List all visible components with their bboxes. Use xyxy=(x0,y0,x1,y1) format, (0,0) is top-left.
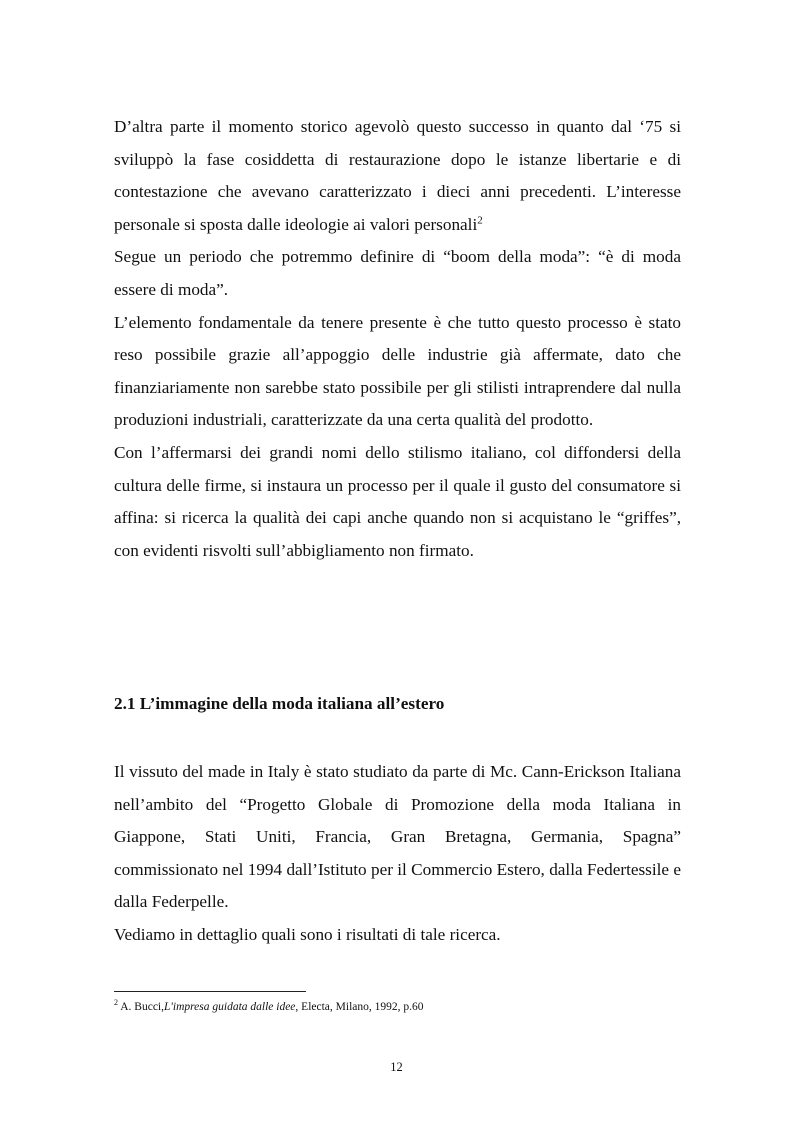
paragraph-text: D’altra parte il momento storico agevolò questo successo in quanto dal ‘75 si sviluppò la fase cosiddetta di restaurazione dopo le istanze libertarie e di contestazione che avevano caratterizzato i dieci anni precedenti. L’interesse personale si sposta dalle ideologie ai valori personali xyxy=(114,117,681,234)
page-number: 12 xyxy=(390,1060,403,1074)
footnote-title: L'impresa guidata dalle idee xyxy=(164,1001,296,1013)
paragraph-stilismo: Con l’affermarsi dei grandi nomi dello stilismo italiano, col diffondersi della cultura delle firme, si instaura un processo per il quale il gusto del consumatore si affina: si ricerca la qualità dei capi anche quando non si acquistano le “griffes”, con evidenti risvolti sull’abbigliamento non firmato. xyxy=(114,442,681,560)
paragraph-industrie: L’elemento fondamentale da tenere presente è che tutto questo processo è stato reso possibile grazie all’appoggio delle industrie già affermate, dato che finanziariamente non sarebbe stato possibile per gli stilisti intraprendere dal nulla produzioni industriali, caratterizzate da una certa qualità del prodotto. xyxy=(114,312,681,430)
footnote-divider xyxy=(114,991,306,992)
footnote-author: A. Bucci, xyxy=(120,1001,165,1013)
paragraph-ricerca: Vediamo in dettaglio quali sono i risultati di tale ricerca. xyxy=(114,924,501,944)
body-text-block-1 xyxy=(114,111,681,567)
footnote-details: , Electa, Milano, 1992, p.60 xyxy=(295,1001,424,1013)
section-heading: 2.1 L’immagine della moda italiana all’estero xyxy=(114,694,445,713)
footnote-reference[interactable]: 2 xyxy=(477,214,483,227)
paragraph-restaurazione xyxy=(114,111,681,241)
footnote xyxy=(114,999,424,1015)
paragraph-boom-moda: Segue un periodo che potremmo definire di “boom della moda”: “è di moda essere di moda”. xyxy=(114,247,681,299)
paragraph-made-in-italy: Il vissuto del made in Italy è stato studiato da parte di Mc. Cann-Erickson Italiana nell’ambito del “Progetto Globale di Promozione della moda Italiana in Giappone, Stati Uniti, Francia, Gran Bretagna, Germania, Spagna” commissionato nel 1994 dall’Istituto per il Commercio Estero, dalla Federtessile e dalla Federpelle. xyxy=(114,762,681,912)
body-text-block-2 xyxy=(114,756,681,952)
footnote-number: 2 xyxy=(114,998,118,1008)
